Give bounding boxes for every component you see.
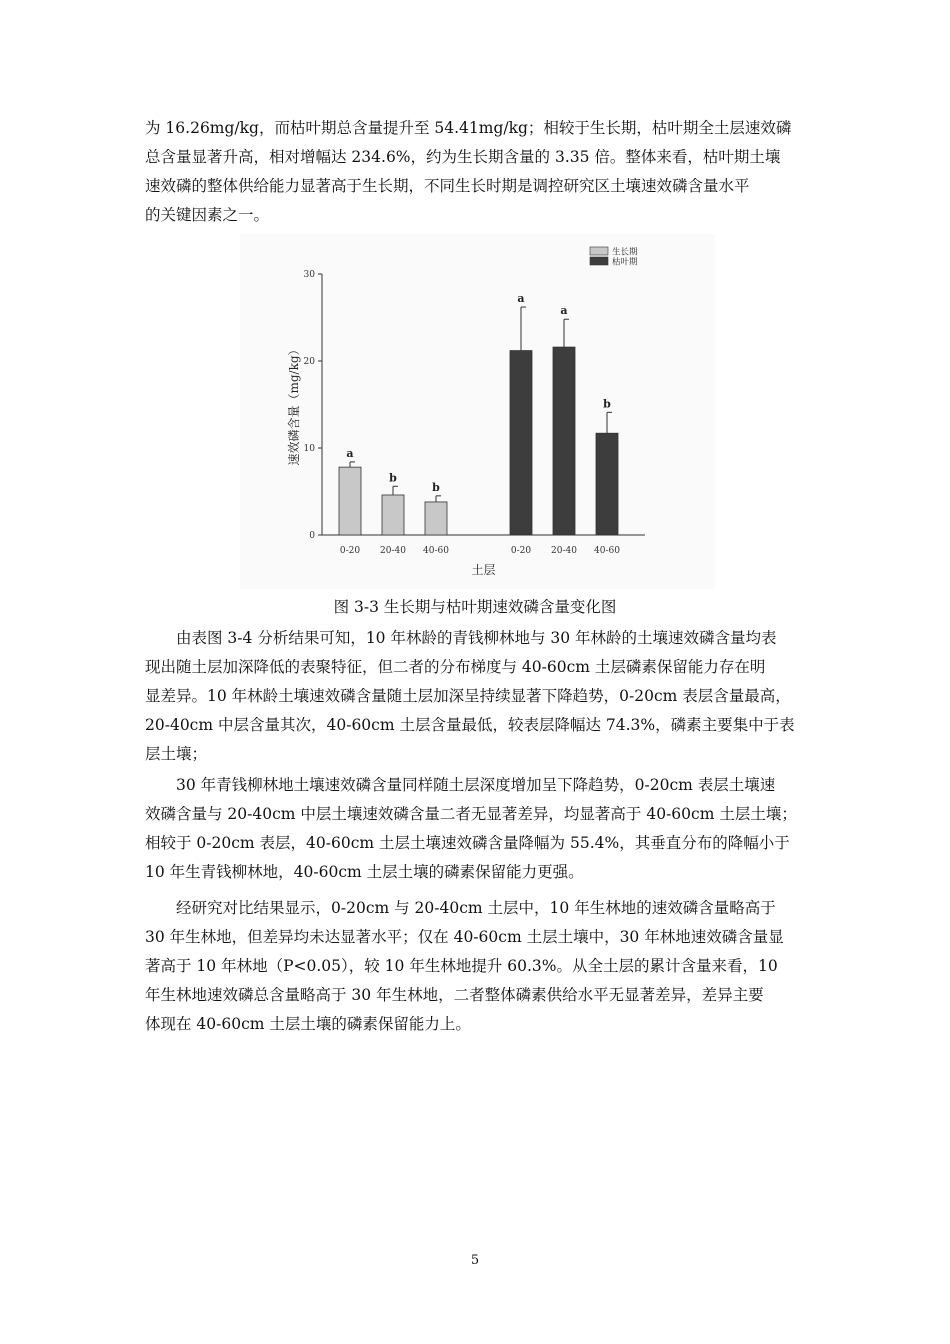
x-tick-label: 20-40 xyxy=(551,546,577,556)
text-line: 相较于 0-20cm 表层，40-60cm 土层土壤速效磷含量降幅为 55.4%，其垂直分布的降幅小于 xyxy=(145,834,790,852)
bar xyxy=(425,502,447,535)
text-line: 显差异。10 年林龄土壤速效磷含量随土层加深呈持续显著下降趋势，0-20cm 表层含量最高， xyxy=(145,687,791,705)
text-line: 经研究对比结果显示，0-20cm 与 20-40cm 土层中，10 年生林地的速效磷含量略高于 xyxy=(176,899,776,917)
y-axis-label: 速效磷含量（mg/kg） xyxy=(287,343,301,466)
text-line: 总含量显著升高，相对增幅达 234.6%，约为生长期含量的 3.35 倍。整体来看，枯叶期土壤 xyxy=(145,148,781,166)
text-line: 的关键因素之一。 xyxy=(145,206,270,224)
bar xyxy=(510,351,532,535)
text-line: 现出随土层加深降低的表聚特征，但二者的分布梯度与 40-60cm 土层磷素保留能力存在明 xyxy=(145,658,766,676)
x-tick-label: 0-20 xyxy=(510,546,532,556)
text-line: 层土壤； xyxy=(145,745,208,763)
significance-label: b xyxy=(432,480,440,494)
bar xyxy=(553,347,575,535)
text-line: 20-40cm 中层含量其次，40-60cm 土层含量最低，较表层降幅达 74.3%，磷素主要集中于表 xyxy=(145,716,795,734)
text-line: 为 16.26mg/kg，而枯叶期总含量提升至 54.41mg/kg；相较于生长期，枯叶期全土层速效磷 xyxy=(145,119,792,137)
text-line: 30 年生林地，但差异均未达显著水平；仅在 40-60cm 土层土壤中，30 年林地速效磷含量显 xyxy=(145,928,784,946)
text-line: 著高于 10 年林地（P<0.05），较 10 年生林地提升 60.3%。从全土层的累计含量来看，10 xyxy=(145,957,778,975)
text-line: 10 年生青钱柳林地，40-60cm 土层土壤的磷素保留能力更强。 xyxy=(145,863,584,881)
bar-chart xyxy=(240,234,715,589)
significance-label: a xyxy=(346,446,354,460)
significance-label: a xyxy=(560,304,568,318)
text-line: 效磷含量与 20-40cm 中层土壤速效磷含量二者无显著差异，均显著高于 40-60cm 土层土壤； xyxy=(145,805,797,823)
paragraph-1 xyxy=(145,114,810,230)
y-tick-label: 10 xyxy=(303,444,315,454)
x-tick-label: 40-60 xyxy=(594,546,620,556)
x-tick-label: 0-20 xyxy=(339,546,361,556)
x-tick-label: 20-40 xyxy=(380,546,406,556)
significance-label: b xyxy=(389,471,397,485)
significance-label: b xyxy=(603,397,611,411)
text-line: 由表图 3-4 分析结果可知，10 年林龄的青钱柳林地与 30 年林龄的土壤速效磷含量均表 xyxy=(176,629,777,647)
text-line: 30 年青钱柳林地土壤速效磷含量同样随土层深度增加呈下降趋势，0-20cm 表层土壤速 xyxy=(176,776,776,794)
legend-swatch xyxy=(590,257,608,265)
legend-label: 生长期 xyxy=(612,247,638,258)
paragraph-4 xyxy=(145,894,810,1039)
legend-swatch xyxy=(590,247,608,255)
y-tick-label: 30 xyxy=(303,270,315,280)
x-tick-label: 40-60 xyxy=(423,546,449,556)
bar xyxy=(382,495,404,535)
figure-caption: 图 3-3 生长期与枯叶期速效磷含量变化图 xyxy=(333,598,617,616)
paragraph-2 xyxy=(145,624,810,769)
figure-chart xyxy=(240,234,715,589)
text-line: 年生林地速效磷总含量略高于 30 年生林地，二者整体磷素供给水平无显著差异，差异主要 xyxy=(145,986,764,1004)
y-tick-label: 0 xyxy=(309,531,315,541)
text-line: 速效磷的整体供给能力显著高于生长期，不同生长时期是调控研究区土壤速效磷含量水平 xyxy=(145,177,750,195)
page-number: 5 xyxy=(470,1253,480,1268)
legend-label: 枯叶期 xyxy=(612,257,638,268)
text-line: 体现在 40-60cm 土层土壤的磷素保留能力上。 xyxy=(145,1015,471,1033)
significance-label: a xyxy=(517,292,525,306)
y-tick-label: 20 xyxy=(303,357,315,367)
paragraph-3 xyxy=(145,771,810,887)
x-axis-label: 土层 xyxy=(471,563,496,577)
bar xyxy=(596,433,618,535)
bar xyxy=(339,467,361,535)
